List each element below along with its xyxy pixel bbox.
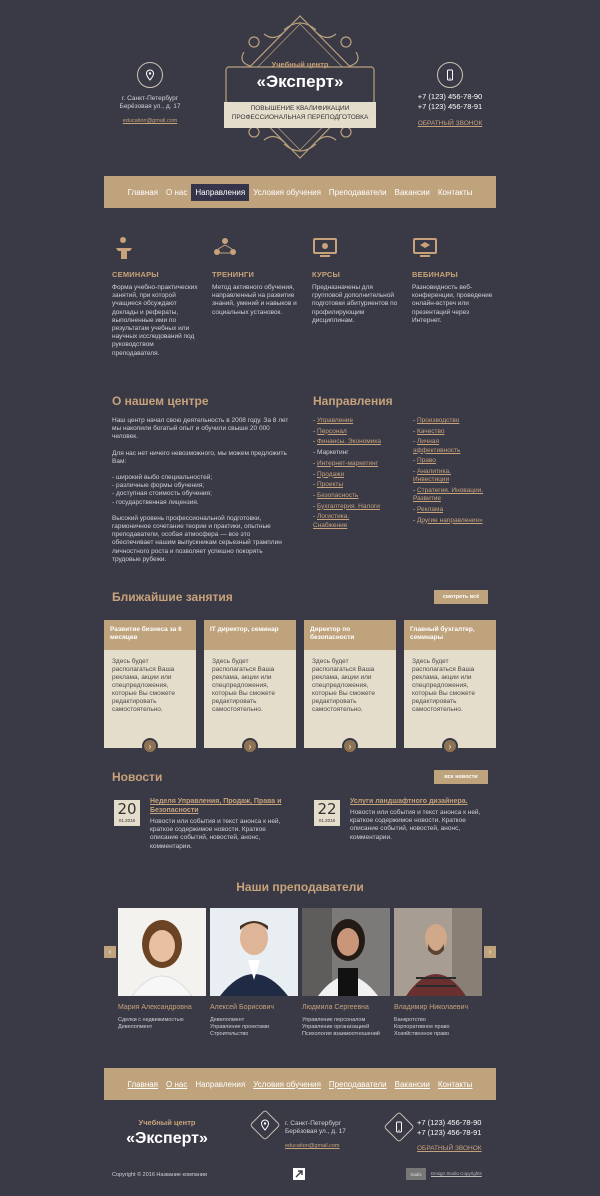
about-title: О нашем центре xyxy=(112,394,209,408)
about-paragraph-3: Высокий уровень профессиональной подготовки, гармоничное сочетание теории и практики, опытные преподаватели, особая атмосфера — все это обеспечивает нашим выпускникам серьезный трамплин личностного роста и позволяет успешно покорять трудовые рубежи. xyxy=(112,514,282,563)
news-day: 20 xyxy=(117,800,137,818)
footer-nav-contacts[interactable]: Контакты xyxy=(437,1079,473,1089)
teacher-desc-line: Девелопмент xyxy=(118,1023,153,1030)
group-icon xyxy=(212,236,238,260)
teacher-desc xyxy=(210,1017,298,1037)
see-all-button[interactable]: смотреть всё xyxy=(434,590,488,604)
header-phones xyxy=(412,92,488,111)
copyright: Copyright © 2016 Название компании xyxy=(112,1172,208,1178)
address-line1: г. Санкт-Петербург xyxy=(121,95,179,102)
teacher-name: Мария Александровна xyxy=(118,1004,192,1011)
chevron-right-icon[interactable]: › xyxy=(442,738,458,754)
about-paragraph-1: Наш центр начал свою деятельность в 2008 году. За 8 лет мы накопили богатый опыт и обучили свыше 20 000 человек. xyxy=(112,417,289,441)
footer-address xyxy=(285,1120,346,1136)
news-title-link[interactable]: Услуги ландшафтного дизайнера. xyxy=(350,798,468,805)
teacher-desc xyxy=(118,1017,206,1031)
callback-link[interactable]: ОБРАТНЫЙ ЗВОНОК xyxy=(417,120,483,127)
direction-link[interactable]: Качество xyxy=(416,427,445,435)
teacher-name: Людмила Сергеевна xyxy=(302,1004,369,1011)
footer-phones xyxy=(417,1118,481,1137)
teacher-name: Владимир Николаевич xyxy=(394,1004,469,1011)
footer-nav-vacancies[interactable]: Вакансии xyxy=(394,1079,430,1089)
directions-col-2: - Производство - Качество - Личная эффективность - Право - Аналитика. Инвестиции - Стратегия. Иновации. Развитие - Реклама - Другие направления» xyxy=(413,417,484,524)
footer-logo[interactable] xyxy=(112,1118,222,1148)
teacher-card xyxy=(118,908,206,1031)
news-title-link[interactable]: Неделя Управления, Продаж, Права и Безопасности xyxy=(150,798,282,814)
feature-text: Разновидность веб-конференции, проведение онлайн-встреч или презентаций через Интернет. xyxy=(412,284,493,324)
class-card-text: Здесь будет располагаться Ваша реклама, акции или спецпредложения, которые Вы сможете редактировать самостоятельно. xyxy=(312,658,375,713)
direction-link[interactable]: Продажи xyxy=(316,470,345,478)
about-text xyxy=(112,417,292,564)
class-card-title[interactable]: Директор по безопасности xyxy=(304,620,396,650)
footer-nav-directions[interactable]: Направления xyxy=(195,1079,246,1089)
footer-logo-small: Учебный центр xyxy=(138,1118,196,1127)
teacher-desc-line: Корпоративное право xyxy=(394,1023,450,1030)
feature-title: ТРЕНИНГИ xyxy=(212,270,255,279)
teacher-name: Алексей Борисович xyxy=(210,1004,275,1011)
directions-col-1: - Управление - Персонал - Финансы. Экономика - Маркетинг - Интернет-маркетинг - Продажи - Проекты - Безопасность - Бухгалтерия. Налоги - Логистика. Снабжение xyxy=(313,417,381,529)
logo-big-text: «Эксперт» xyxy=(256,72,344,91)
news-month: 01.2016 xyxy=(318,818,336,823)
footer-nav-about[interactable]: О нас xyxy=(166,1079,188,1089)
logo[interactable] xyxy=(224,12,376,162)
logo-tagline-2: ПРОФЕССИОНАЛЬНАЯ ПЕРЕПОДГОТОВКА xyxy=(231,113,369,121)
teacher-desc-line: Управление персоналом xyxy=(302,1017,366,1023)
footer-email-link[interactable]: education@gmail.com xyxy=(285,1143,340,1149)
map-pin-icon xyxy=(137,62,163,88)
feature-text: Форма учебно-практических занятий, при которой учащиеся обсуждают доклады и рефераты, выполненные ими по результатам учебных или научных исследований под руководством преподавателя. xyxy=(112,284,198,357)
teacher-photo[interactable] xyxy=(302,908,390,996)
teacher-card xyxy=(394,908,482,1037)
direction-link[interactable]: Интернет-маркетинг xyxy=(316,459,379,467)
address-line2: Берёзовая ул., д. 17 xyxy=(119,103,181,110)
footer-callback-link[interactable]: ОБРАТНЫЙ ЗВОНОК xyxy=(417,1145,482,1152)
graduation-cap-icon xyxy=(412,236,438,260)
feature-title: ВЕБИНАРЫ xyxy=(412,270,458,279)
studio-badge[interactable]: Sadis xyxy=(406,1168,426,1180)
about-paragraph-2: Для нас нет ничего невозможного, мы можем предложить Вам: xyxy=(112,449,287,465)
class-card xyxy=(404,620,496,751)
direction-link[interactable]: Безопасность xyxy=(316,491,359,499)
news-date xyxy=(114,800,140,826)
teacher-photo[interactable] xyxy=(210,908,298,996)
about-list-item: - различные формы обучения; xyxy=(112,482,205,490)
teacher-desc-line: Девелопмент xyxy=(210,1017,245,1023)
chevron-right-icon[interactable]: › xyxy=(484,946,496,958)
footer-logo-big: «Эксперт» xyxy=(126,1130,208,1147)
teacher-desc-line: Хозяйственное право xyxy=(394,1030,450,1037)
footer-nav xyxy=(104,1068,496,1100)
teacher-photo[interactable] xyxy=(394,908,482,996)
direction-link[interactable]: Производство xyxy=(416,417,460,424)
header-email-link[interactable]: education@gmail.com xyxy=(122,118,178,124)
teachers-title: Наши преподаватели xyxy=(236,880,364,894)
news-day: 22 xyxy=(317,800,337,818)
news-month: 01.2016 xyxy=(118,818,136,823)
footer-nav-home[interactable]: Главная xyxy=(127,1079,159,1089)
direction-link[interactable]: Проекты xyxy=(316,481,344,489)
footer-address-line2: Берёзовая ул., д. 17 xyxy=(285,1128,346,1135)
direction-link[interactable]: Логистика. Снабжение xyxy=(313,513,350,529)
teacher-card xyxy=(302,908,390,1037)
teacher-desc-line: Строительство xyxy=(210,1030,249,1037)
all-news-button[interactable]: все новости xyxy=(434,770,488,784)
teacher-desc-line: Сделки с недвижимостью xyxy=(118,1017,184,1023)
nav-item-conditions[interactable]: Условия обучения xyxy=(253,187,321,197)
feature-seminars xyxy=(112,236,200,358)
direction-link[interactable]: Реклама xyxy=(416,505,444,513)
teacher-desc-line: Управление проектами xyxy=(210,1023,270,1030)
teacher-card xyxy=(210,908,298,1037)
nav-item-contacts[interactable]: Контакты xyxy=(437,187,473,197)
feature-text: Метод активного обучения, направленный на развитие знаний, умений и навыков и социальных установок. xyxy=(212,284,297,316)
logo-small-text: Учебный центр xyxy=(271,60,329,69)
teacher-desc-line: Банкротство xyxy=(394,1017,426,1023)
feature-title: СЕМИНАРЫ xyxy=(112,270,159,279)
footer-nav-conditions[interactable]: Условия обучения xyxy=(253,1079,321,1089)
about-list-item: - государственная лицензия. xyxy=(112,498,199,506)
about-list-item: - широкий выбо специальностей; xyxy=(112,474,213,482)
class-card-text: Здесь будет располагаться Ваша реклама, акции или спецпредложения, которые Вы сможете редактировать самостоятельно. xyxy=(212,658,275,713)
footer-address-line1: г. Санкт-Петербург xyxy=(285,1120,342,1127)
direction-link[interactable]: Бухгалтерия. Налоги xyxy=(316,502,380,510)
main-nav xyxy=(104,176,496,208)
nav-item-about[interactable]: О нас xyxy=(166,187,188,197)
teacher-desc-line: Психология взаимоотношений xyxy=(302,1030,380,1037)
direction-link[interactable]: Право xyxy=(416,457,436,465)
studio-link[interactable]: Design Studio Copyrights xyxy=(431,1171,482,1176)
news-title: Новости xyxy=(112,770,163,784)
nav-item-teachers[interactable]: Преподаватели xyxy=(328,187,387,197)
direction-link[interactable]: Стратегия. Иновации. Развитие xyxy=(413,486,484,503)
feature-title: КУРСЫ xyxy=(312,270,341,279)
logo-tagline xyxy=(224,105,376,122)
teacher-desc xyxy=(302,1017,390,1037)
feature-courses xyxy=(312,236,400,325)
chevron-right-icon[interactable]: › xyxy=(242,738,258,754)
class-card xyxy=(204,620,296,751)
chevron-left-icon[interactable]: ‹ xyxy=(104,946,116,958)
feature-trainings xyxy=(212,236,300,317)
class-card-text: Здесь будет располагаться Ваша реклама, акции или спецпредложения, которые Вы сможете редактировать самостоятельно. xyxy=(412,658,475,713)
class-card-title[interactable]: Главный бухгалтер, семинары xyxy=(404,620,496,650)
logo-tagline-1: ПОВЫШЕНИЕ КВАЛИФИКАЦИИ xyxy=(250,105,350,112)
teacher-desc xyxy=(394,1017,482,1037)
class-card xyxy=(304,620,396,751)
direction-link-active[interactable]: Маркетинг xyxy=(316,449,349,457)
class-card-title[interactable]: IT директор, семинар xyxy=(204,620,296,650)
directions-title: Направления xyxy=(313,394,393,408)
nav-item-home[interactable]: Главная xyxy=(127,187,159,197)
direction-link[interactable]: Персонал xyxy=(316,427,347,435)
phone-icon xyxy=(383,1111,414,1142)
map-pin-icon xyxy=(249,1109,280,1140)
class-card xyxy=(104,620,196,751)
nav-item-directions[interactable]: Направления xyxy=(191,184,249,201)
about-list-item: - доступная стоимость обучения; xyxy=(112,490,212,498)
direction-link[interactable]: Другие направления» xyxy=(416,516,483,524)
direction-link[interactable]: Аналитика. Инвестиции xyxy=(413,468,451,484)
footer-nav-teachers[interactable]: Преподаватели xyxy=(328,1079,387,1089)
about-list xyxy=(112,474,292,507)
feature-webinars xyxy=(412,236,500,325)
classes-title: Ближайшие занятия xyxy=(112,590,233,604)
direction-link[interactable]: Финансы. Экономика xyxy=(316,438,381,446)
feature-text: Предназначены для групповой дополнительной подготовки абитуриентов по профилирующим дисциплинам. xyxy=(312,284,398,324)
footer-phone-2[interactable]: +7 (123) 456-78-91 xyxy=(417,1127,482,1137)
class-card-title[interactable]: Развитие бизнеса за 6 месяцев xyxy=(104,620,196,650)
chevron-right-icon[interactable]: › xyxy=(342,738,358,754)
header-address xyxy=(112,95,188,111)
lectern-icon xyxy=(112,236,138,260)
teacher-desc-line: Управление организацией xyxy=(302,1023,370,1030)
direction-link[interactable]: Управление xyxy=(316,417,354,424)
footer-phone-1[interactable]: +7 (123) 456-78-90 xyxy=(417,1118,482,1127)
phone-icon xyxy=(437,62,463,88)
news-text: Новости или события и текст анонса к ней, краткое содержимое новости. Краткое описание событий, новостей, анонс, комментарии. xyxy=(150,818,281,850)
phone-1[interactable]: +7 (123) 456-78-90 xyxy=(417,92,483,101)
direction-link[interactable]: Личная эффективность xyxy=(413,438,461,454)
news-text: Новости или события и текст анонса к ней, краткое содержимое новости. Краткое описание событий, новостей, анонс, комментарии. xyxy=(350,809,481,841)
monitor-icon xyxy=(312,236,338,260)
teacher-photo[interactable] xyxy=(118,908,206,996)
class-card-text: Здесь будет располагаться Ваша реклама, акции или спецпредложения, которые Вы сможете редактировать самостоятельно. xyxy=(112,658,175,713)
nav-item-vacancies[interactable]: Вакансии xyxy=(394,187,430,197)
phone-2[interactable]: +7 (123) 456-78-91 xyxy=(417,101,483,111)
news-date xyxy=(314,800,340,826)
arrow-up-right-icon[interactable] xyxy=(293,1168,305,1180)
chevron-right-icon[interactable]: › xyxy=(142,738,158,754)
